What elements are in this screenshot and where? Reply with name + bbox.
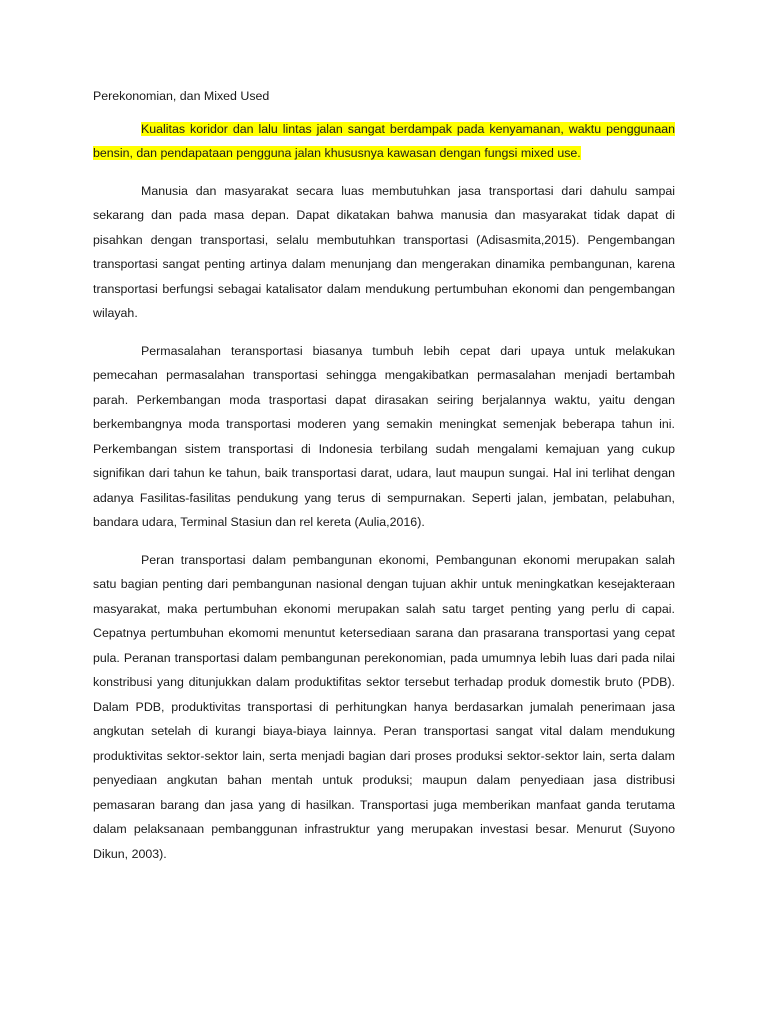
highlighted-text: Kualitas koridor dan lalu lintas jalan sangat berdampak pada kenyamanan, waktu penggunaan bensin, dan pendapataan pengguna jalan khususnya kawasan dengan fungsi mixed use. [93, 121, 675, 160]
paragraph-manusia: Manusia dan masyarakat secara luas membutuhkan jasa transportasi dari dahulu sampai sekarang dan pada masa depan. Dapat dikatakan bahwa manusia dan masyarakat tidak dapat di pisahkan dengan transportasi, selalu membutuhkan transportasi (Adisasmita,2015). Pengembangan transportasi sangat penting artinya dalam menunjang dan mengerakan dinamika pembangunan, karena transportasi berfungsi sebagai katalisator dalam mendukung pertumbuhan ekonomi dan pengembangan wilayah. [93, 183, 675, 320]
paragraph-peran-transportasi: Peran transportasi dalam pembangunan ekonomi, Pembangunan ekonomi merupakan salah satu bagian penting dari pembangunan nasional dengan tujuan akhir untuk meningkatkan kesejakteraan masyarakat, maka pertumbuhan ekonomi merupakan salah satu target penting yang perlu di capai. Cepatnya pertumbuhan ekomomi menuntut ketersediaan sarana dan prasarana transportasi yang cepat pula. Peranan transportasi dalam pembangunan perekonomian, pada umumnya lebih luas dari pada nilai konstribusi yang ditunjukkan dalam produktifitas sektor tersebut terhadap produk domestik bruto (PDB). Dalam PDB, produktivitas transportasi di perhitungkan hanya berdasarkan jumalah penerimaan jasa angkutan setelah di kurangi biaya-biaya lainnya. Peran transportasi sangat vital dalam mendukung produktivitas sektor-sektor lain, serta menjadi bagian dari proses produksi sektor-sektor lain, serta dalam penyediaan angkutan bahan mentah untuk produksi; maupun dalam penyediaan jasa distribusi pemasaran barang dan jasa yang di hasilkan. Transportasi juga memberikan manfaat ganda terutama dalam pelaksanaan pembanggunan infrastruktur yang merupakan investasi besar. Menurut (Suyono Dikun, 2003). [93, 552, 675, 861]
section-heading: Perekonomian, dan Mixed Used [93, 89, 270, 103]
paragraph-permasalahan: Permasalahan teransportasi biasanya tumbuh lebih cepat dari upaya untuk melakukan pemecahan permasalahan transportasi sehingga mengakibatkan permasalahan menjadi bertambah parah. Perkembangan moda trasportasi dapat dirasakan seiring berjalannya waktu, yaitu dengan berkembangnya moda transportasi moderen yang semakin meningkat semenjak beberapa tahun ini. Perkembangan sistem transportasi di Indonesia terbilang sudah mengalami kemajuan yang cukup signifikan dari tahun ke tahun, baik transportasi darat, udara, laut maupun sungai. Hal ini terlihat dengan adanya Fasilitas-fasilitas pendukung yang terus di sempurnakan. Seperti jalan, jembatan, pelabuhan, bandara udara, Terminal Stasiun dan rel kereta (Aulia,2016). [93, 343, 675, 529]
highlighted-paragraph [93, 117, 675, 166]
document-page [93, 84, 675, 879]
